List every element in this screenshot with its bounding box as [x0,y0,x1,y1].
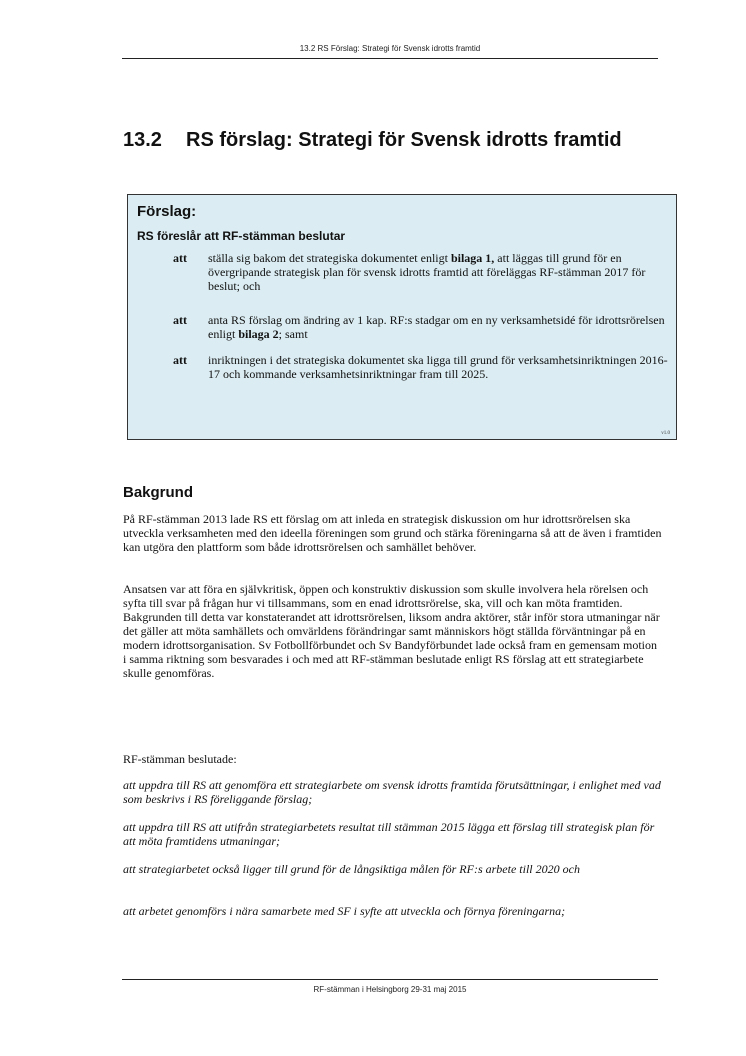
section-number: 13.2 [123,129,162,151]
page-header: 13.2 RS Förslag: Strategi för Svensk idrotts framtid [299,44,481,53]
att-label: att [173,353,187,367]
paragraph: RF-stämman beslutade: [123,752,237,766]
decision-item: att uppdra till RS att utifrån strategiarbetets resultat till stämman 2015 lägga ett förslag till strategisk plan för att möta framtidens utmaningar; [123,820,655,848]
page-footer: RF-stämman i Helsingborg 29-31 maj 2015 [313,985,467,994]
proposal-item-text: ställa sig bakom det strategiska dokumentet enligt bilaga 1, att läggas till grund för en övergripande strategisk plan för svensk idrotts framtid att föreläggas RF-stämman 2017 för beslut; och [208,251,646,293]
paragraph: Ansatsen var att föra en självkritisk, öppen och konstruktiv diskussion som skulle involvera hela rörelsen och syfta till svar på frågan hur vi tillsammans, som en enad idrottsrörelse, ska, vill och kan möta framtiden. Bakgrunden till detta var konstaterandet att idrottsrörelsen, liksom andra aktörer, står inför stora utmaningar när det gäller att möta samhällets och omvärldens förändringar samt människors högt ställda förväntningar på en modern idrottsorganisation. Sv Fotbollförbundet och Sv Bandyförbundet lade också fram en gemensam motion i samma riktning som besvarades i och med att RF-stämman beslutade enligt RS förslag att ett strategiarbete skulle genomföras. [123,582,660,680]
att-label: att [173,313,187,327]
proposal-heading: Förslag: [137,203,197,220]
paragraph: På RF-stämman 2013 lade RS ett förslag om att inleda en strategisk diskussion om hur idrottsrörelsen ska utveckla verksamheten med den ideella föreningen som grund och stärka föreningarna så att de även i framtiden kan utgöra den plattform som både idrottsrörelsen och samhället behöver. [123,512,662,554]
proposal-item-text: inriktningen i det strategiska dokumentet ska ligga till grund för verksamhetsinriktningen 2016-17 och kommande verksamhetsinriktningar fram till 2025. [208,353,668,381]
background-heading: Bakgrund [123,484,194,501]
attachment-ref: bilaga 2 [238,327,279,341]
decision-item: att uppdra till RS att genomföra ett strategiarbete om svensk idrotts framtida förutsättningar, i enlighet med vad som beskrivs i RS föreliggande förslag; [123,778,661,806]
proposal-item-text: anta RS förslag om ändring av 1 kap. RF:s stadgar om en ny verksamhetsidé för idrottsrörelsen enligt bilaga 2; samt [208,313,665,341]
attachment-ref: bilaga 1, [450,251,495,265]
header-divider [122,58,658,59]
proposal-box [127,194,677,440]
decision-item: att arbetet genomförs i nära samarbete med SF i syfte att utveckla och förnya föreningarna; [123,904,566,918]
proposal-subheading: RS föreslår att RF-stämman beslutar [137,229,346,243]
footer-divider [122,979,658,980]
decision-item: att strategiarbetet också ligger till grund för de långsiktiga målen för RF:s arbete till 2020 och [123,862,580,876]
att-label: att [173,251,187,265]
version-label: v1.0 [661,431,670,436]
section-title-text: RS förslag: Strategi för Svensk idrotts framtid [186,129,622,151]
